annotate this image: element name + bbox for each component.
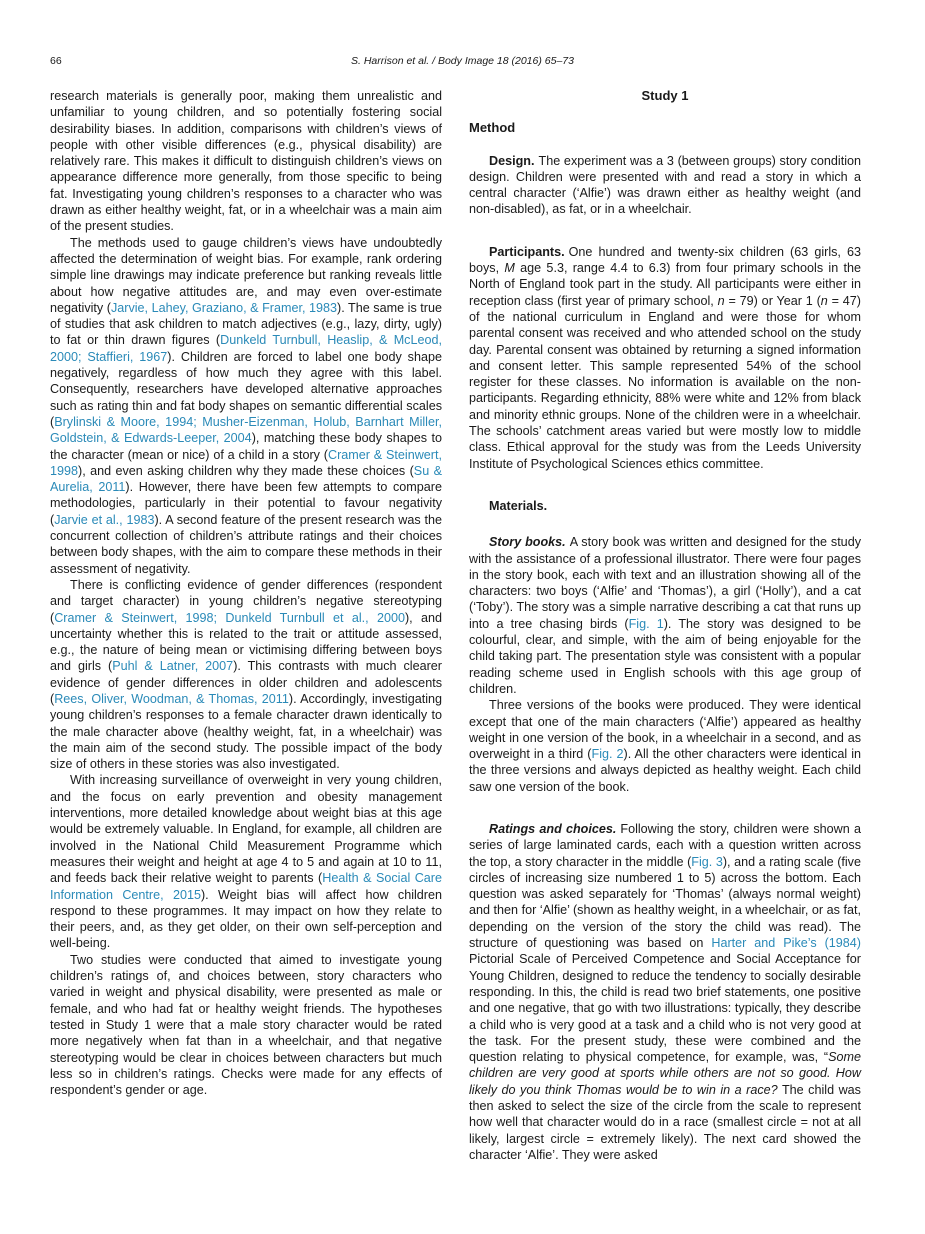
body-text: ). The same is true of studies that ask children to match adjectives (e.g., lazy, dirty, ugly) to fat or thin drawn figures ( bbox=[50, 300, 442, 348]
paragraph bbox=[50, 235, 442, 577]
citation-link[interactable]: Jarvie, Lahey, Graziano, & Framer, 1983 bbox=[110, 300, 338, 315]
body-text: The experiment was a 3 (between groups) story condition design. Children were presented with and read a story in which a central character (‘Alfie’) was drawn either as healthy weight (and non-disabled), as fat, or in a wheelchair. bbox=[469, 153, 861, 217]
body-text: The methods used to gauge children’s views have undoubtedly affected the determination of weight bias. For example, rank ordering simple line drawings may indicate preference but ranking reveals little about how negative attitudes are, and may even over-estimate negativity ( bbox=[50, 235, 442, 315]
body-text: ). Children are forced to label one body shape negatively, regardless of how much they agree with this label. Consequently, researchers have developed alternative approaches such as rating thin and fat body shapes on semantic differential scales ( bbox=[50, 349, 442, 429]
body-text: A story book was written and designed for the study with the assistance of a professional illustrator. There were four pages in the story book, each with text and an illustration showing all of the characters: two boys (‘Alfie’ and ‘Thomas’), a girl (‘Holly’), and a cat (‘Toby’). The story was a simple narrative describing a cat that runs up into a tree chasing birds ( bbox=[469, 535, 861, 631]
right-column bbox=[469, 88, 861, 1163]
participants-paragraph bbox=[469, 244, 861, 472]
italic-text: n bbox=[820, 293, 828, 308]
body-text: Pictorial Scale of Perceived Competence and Social Acceptance for Young Children, designed to reduce the tendency to socially desirable responding. In this, the child is read two brief statements, one positive and one negative, that go with two illustrations: typically, they describe a child who is very good at a task and a child who is not very good at the task. For the present study, these were combined and the question relating to physical competence, for example, was, “ bbox=[469, 952, 861, 1065]
left-column bbox=[50, 88, 442, 1098]
design-paragraph bbox=[469, 153, 861, 218]
citation-link[interactable]: Health & Social Care Information Centre, 2015 bbox=[50, 871, 442, 902]
running-header: S. Harrison et al. / Body Image 18 (2016) 65–73 bbox=[351, 55, 574, 67]
three-versions-paragraph bbox=[469, 697, 861, 795]
body-text: ). A second feature of the present research was the concurrent collection of children’s attribute ratings and their choices between body shapes, with the aim to compare these methods in their assessment of negativity. bbox=[50, 512, 442, 576]
citation-link[interactable]: Puhl & Latner, 2007 bbox=[112, 659, 234, 674]
body-text: ). Accordingly, investigating young children’s responses to a female character drawn identically to the male character above (healthy weight, fat, in a wheelchair) was the main aim of the second study. The possible impact of the body size of others in these stories was also investigated. bbox=[50, 691, 443, 772]
citation-link[interactable]: Fig. 2 bbox=[591, 747, 624, 762]
body-text: = 47) of the national curriculum in England and were those for whom parental consent was received and who attended school on the study day. Parental consent was obtained by returning a signed information and consent letter. This sample represented 54% of the school register for these classes. No information is available on the non-participants. Regarding ethnicity, 88% were white and 12% from black and minority ethnic groups. None of the children were in a wheelchair. The schools’ catchment areas varied but were mostly low to middle class. Ethical approval for the study was from the Leeds University Institute of Psychological Sciences ethics committee. bbox=[469, 293, 862, 471]
citation-link[interactable]: Su & Aurelia, 2011 bbox=[50, 463, 442, 495]
body-text: One hundred and twenty-six children (63 girls, 63 boys, bbox=[469, 244, 861, 276]
citation-link[interactable]: Jarvie et al., 1983 bbox=[54, 512, 155, 527]
paragraph bbox=[50, 952, 442, 1099]
body-text: There is conflicting evidence of gender differences (respondent and target character) in young children’s negative stereotyping ( bbox=[50, 577, 442, 625]
body-text: Two studies were conducted that aimed to investigate young children’s ratings of, and choices between, story characters who varied in weight and physical disability, were presented as male or female, and who had fat or healthy weight friends. The hypotheses tested in Study 1 were that a male story character would be rated more negatively when fat than in a wheelchair, and that negative stereotyping would be clear in choices between characters but much less so in children’s ratings. Checks were made for any effects of respondent’s gender or age. bbox=[50, 952, 442, 1098]
paragraph bbox=[50, 577, 442, 773]
body-text: ), and a rating scale (five circles of increasing size numbered 1 to 5) across the bottom. Each question was asked separately for ‘Thomas’ (always normal weight) and then for ‘Alfie’ (shown as healthy weight, in a wheelchair, or as fat, depending on the version of the story the child was read). The structure of questioning was based on bbox=[469, 854, 861, 951]
citation-link[interactable]: Fig. 1 bbox=[628, 616, 664, 631]
citation-link[interactable]: Rees, Oliver, Woodman, & Thomas, 2011 bbox=[54, 691, 289, 706]
body-text: ). This contrasts with much clearer evidence of gender differences in older children and adolescents ( bbox=[50, 659, 442, 706]
citation-link[interactable]: Cramer & Steinwert, 1998; Dunkeld Turnbull et al., 2000 bbox=[54, 610, 405, 625]
italic-text: M bbox=[504, 261, 515, 276]
story-books-paragraph bbox=[469, 534, 861, 697]
citation-link[interactable]: Cramer & Steinwert, 1998 bbox=[50, 447, 442, 478]
body-text: Three versions of the books were produced. They were identical except that one of the main characters (‘Alfie’) appeared as healthy weight in one version of the book, in a wheelchair in a second, and as overweight in a third ( bbox=[469, 698, 861, 762]
run-in-heading: Ratings and choices. bbox=[489, 821, 617, 836]
run-in-heading: Participants. bbox=[489, 244, 565, 259]
ratings-paragraph bbox=[469, 821, 861, 1163]
page-number: 66 bbox=[50, 55, 62, 67]
body-text: ). The story was designed to be colourful, clear, and simple, with the aim of being enjoyable for the child taking part. The presentation style was consistent with a popular reading scheme used in English schools with this age group of children. bbox=[469, 616, 861, 696]
citation-link[interactable]: Brylinski & Moore, 1994; Musher-Eizenman, Holub, Barnhart Miller, Goldstein, & Edwards-Leeper, 2004 bbox=[50, 414, 442, 446]
body-text: ), and even asking children why they made these choices ( bbox=[78, 463, 414, 478]
body-text: ), and uncertainty whether this is related to the trait or attitude assessed, e.g., the nature of being mean or victimising differing between boys and girls ( bbox=[50, 610, 442, 674]
body-text: ). All the other characters were identical in the three versions and always depicted as healthy weight. Each child saw one version of the book. bbox=[469, 747, 862, 794]
body-text: age 5.3, range 4.4 to 6.3) from four primary schools in the North of England took part in the study. All participants were either in reception class (first year of primary school, bbox=[469, 261, 861, 308]
paragraph bbox=[50, 772, 442, 951]
italic-text: n bbox=[717, 293, 725, 308]
body-text: = 79) or Year 1 ( bbox=[724, 293, 821, 308]
body-text: With increasing surveillance of overweight in very young children, and the focus on early prevention and obesity management interventions, more detailed knowledge about weight bias at this age would be extremely valuable. In England, for example, all children are involved in the National Child Measurement Programme which measures their weight and height at age 4 to 5 and again at 10 to 11, and feeds back their relative weight to parents ( bbox=[50, 773, 442, 886]
body-text: ), matching these body shapes to the character (mean or nice) of a child in a story ( bbox=[50, 431, 442, 462]
citation-link[interactable]: Dunkeld Turnbull, Heaslip, & McLeod, 2000; Staffieri, 1967 bbox=[50, 333, 442, 364]
method-heading: Method bbox=[469, 120, 516, 136]
run-in-heading: Design. bbox=[489, 153, 535, 168]
body-text: Following the story, children were shown a series of large laminated cards, each with a question written across the top, a story character in the middle ( bbox=[469, 821, 861, 869]
body-text: ). Weight bias will affect how children respond to these programmes. It may impact on how they relate to their peers, and, as they get older, on their own self-perception and well-being. bbox=[50, 887, 443, 951]
citation-link[interactable]: Fig. 3 bbox=[691, 854, 723, 869]
body-text: The child was then asked to select the size of the circle from the scale to represent how well that character would do in a race (smallest circle = not at all likely, largest circle = extremely likely). The next card showed the character ‘Alfie’. They were asked bbox=[469, 1082, 861, 1162]
study-heading: Study 1 bbox=[641, 88, 689, 103]
body-text: ). However, there have been few attempts to compare methodologies, particularly in their potential to favour negativity ( bbox=[50, 480, 442, 527]
body-text: research materials is generally poor, making them unrealistic and unfamiliar to young children, and so potentially fostering social desirability biases. In addition, comparisons with children’s views of people with other visible differences (e.g., physical disability) are relatively rare. This makes it difficult to distinguish children’s views on appearance difference more generally, from those specific to being fat. Investigating young children’s responses to a character who was drawn as either healthy weight, fat, or in a wheelchair was a main aim of the present studies. bbox=[50, 89, 442, 234]
italic-text: Some children are very good at sports while others are not so good. How likely do you think Thomas would be to win in a race? bbox=[469, 1050, 861, 1097]
run-in-heading: Story books. bbox=[489, 535, 566, 550]
materials-heading: Materials. bbox=[489, 498, 548, 513]
citation-link[interactable]: Harter and Pike’s (1984) bbox=[711, 936, 861, 951]
paragraph bbox=[50, 88, 442, 235]
